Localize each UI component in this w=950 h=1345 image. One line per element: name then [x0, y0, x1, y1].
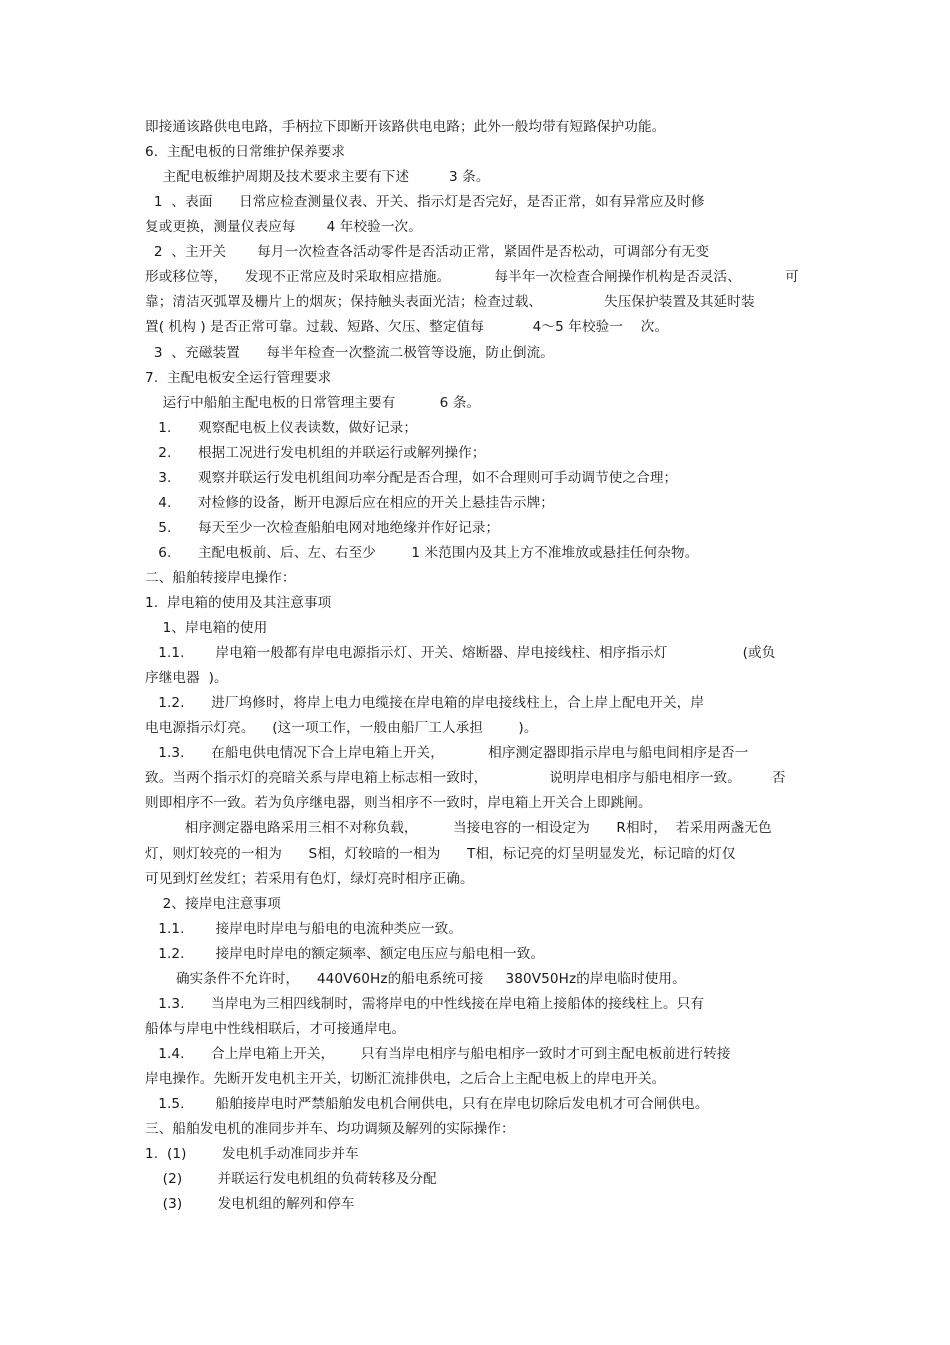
- text-line: 1.1. 岸电箱一般都有岸电电源指示灯、开关、熔断器、岸电接线柱、相序指示灯 (或负: [145, 645, 776, 662]
- text-line: 1 、表面 日常应检查测量仪表、开关、指示灯是否完好，是否正常，如有异常应及时修: [145, 194, 705, 211]
- text-line: 三、船舶发电机的准同步并车、均功调频及解列的实际操作：: [145, 1121, 515, 1137]
- text-line: 2 、主开关 每月一次检查各活动零件是否活动正常，紧固件是否松动，可调部分有无变: [145, 244, 710, 261]
- text-line: 3 、充磁装置 每半年检查一次整流二极管等设施，防止倒流。: [145, 344, 554, 361]
- text-line: 即接通该路供电电路，手柄拉下即断开该路供电电路；此外一般均带有短路保护功能。: [145, 119, 666, 135]
- text-line: 3. 观察并联运行发电机组间功率分配是否合理，如不合理则可手动调节使之合理；: [145, 469, 678, 486]
- text-line: 则即相序不一致。若为负序继电器，则当相序不一致时，岸电箱上开关合上即跳闸。: [145, 795, 652, 812]
- text-line: 主配电板维护周期及技术要求主要有下述 3 条。: [145, 169, 490, 186]
- text-line: 船体与岸电中性线相联后，才可接通岸电。: [145, 1020, 406, 1037]
- text-line: 二、船舶转接岸电操作：: [145, 569, 296, 586]
- text-line: 复或更换，测量仪表应每 4 年校验一次。: [145, 219, 422, 236]
- text-line: 形或移位等， 发现不正常应及时采取相应措施。 每半年一次检查合闸操作机构是否灵活、 可: [145, 269, 799, 286]
- text-line: 灯，则灯较亮的一相为 S相，灯较暗的一相为 T相，标记亮的灯呈明显发光，标记暗的灯仅: [145, 845, 736, 862]
- text-line: 7. 主配电板安全运行管理要求: [145, 369, 332, 386]
- text-line: 置( 机构 ) 是否正常可靠。过载、短路、欠压、整定值每 4～5 年校验一 次。: [145, 319, 669, 336]
- text-line: 1.3. 当岸电为三相四线制时，需将岸电的中性线接在岸电箱上接船体的接线柱上。只有: [145, 995, 705, 1012]
- text-line: 5. 每天至少一次检查船舶电网对地绝缘并作好记录；: [145, 519, 500, 536]
- text-line: 1.2. 进厂坞修时，将岸上电力电缆接在岸电箱的岸电接线柱上，合上岸上配电开关，岸: [145, 695, 705, 712]
- text-line: 电电源指示灯亮。 (这一项工作，一般由船厂工人承担 )。: [145, 720, 538, 737]
- text-line: 可见到灯丝发红；若采用有色灯，绿灯亮时相序正确。: [145, 870, 474, 887]
- text-line: 1. 观察配电板上仪表读数，做好记录；: [145, 419, 418, 436]
- text-line: 1. (1) 发电机手动准同步并车: [145, 1146, 359, 1162]
- text-line: 1.4. 合上岸电箱上开关， 只有当岸电相序与船电相序一致时才可到主配电板前进行转接: [145, 1045, 731, 1062]
- text-line: 1. 岸电箱的使用及其注意事项: [145, 595, 332, 611]
- text-line: 2、接岸电注意事项: [145, 895, 281, 912]
- text-line: 运行中船舶主配电板的日常管理主要有 6 条。: [145, 394, 481, 411]
- text-line: (2) 并联运行发电机组的负荷转移及分配: [145, 1171, 437, 1188]
- text-line: 1.2. 接岸电时岸电的额定频率、额定电压应与船电相一致。: [145, 945, 545, 962]
- text-line: 4. 对检修的设备，断开电源后应在相应的开关上悬挂告示牌；: [145, 494, 554, 511]
- text-line: (3) 发电机组的解列和停车: [145, 1196, 355, 1213]
- text-line: 6. 主配电板的日常维护保养要求: [145, 144, 346, 161]
- text-line: 岸电操作。先断开发电机主开关，切断汇流排供电，之后合上主配电板上的岸电开关。: [145, 1070, 666, 1087]
- text-line: 1.1. 接岸电时岸电与船电的电流种类应一致。: [145, 920, 463, 937]
- text-line: 6. 主配电板前、后、左、右至少 1 米范围内及其上方不准堆放或悬挂任何杂物。: [145, 544, 699, 561]
- text-line: 靠；清洁灭弧罩及栅片上的烟灰；保持触头表面光洁；检查过载、 失压保护装置及其延时装: [145, 294, 755, 311]
- text-line: 致。当两个指示灯的亮暗关系与岸电箱上标志相一致时， 说明岸电相序与船电相序一致。 否: [145, 770, 786, 787]
- text-line: 1.5. 船舶接岸电时严禁船舶发电机合闸供电，只有在岸电切除后发电机才可合闸供电。: [145, 1096, 709, 1112]
- text-line: 确实条件不允许时， 440V60Hz的船电系统可接 380V50Hz的岸电临时使用。: [145, 970, 686, 987]
- text-line: 序继电器 )。: [145, 670, 228, 687]
- text-line: 1、岸电箱的使用: [145, 620, 268, 636]
- text-line: 1.3. 在船电供电情况下合上岸电箱上开关， 相序测定器即指示岸电与船电间相序是否一: [145, 745, 749, 762]
- text-line: 2. 根据工况进行发电机组的并联运行或解列操作；: [145, 444, 486, 461]
- text-line: 相序测定器电路采用三相不对称负载， 当接电容的一相设定为 R相时， 若采用两盏无色: [145, 820, 772, 837]
